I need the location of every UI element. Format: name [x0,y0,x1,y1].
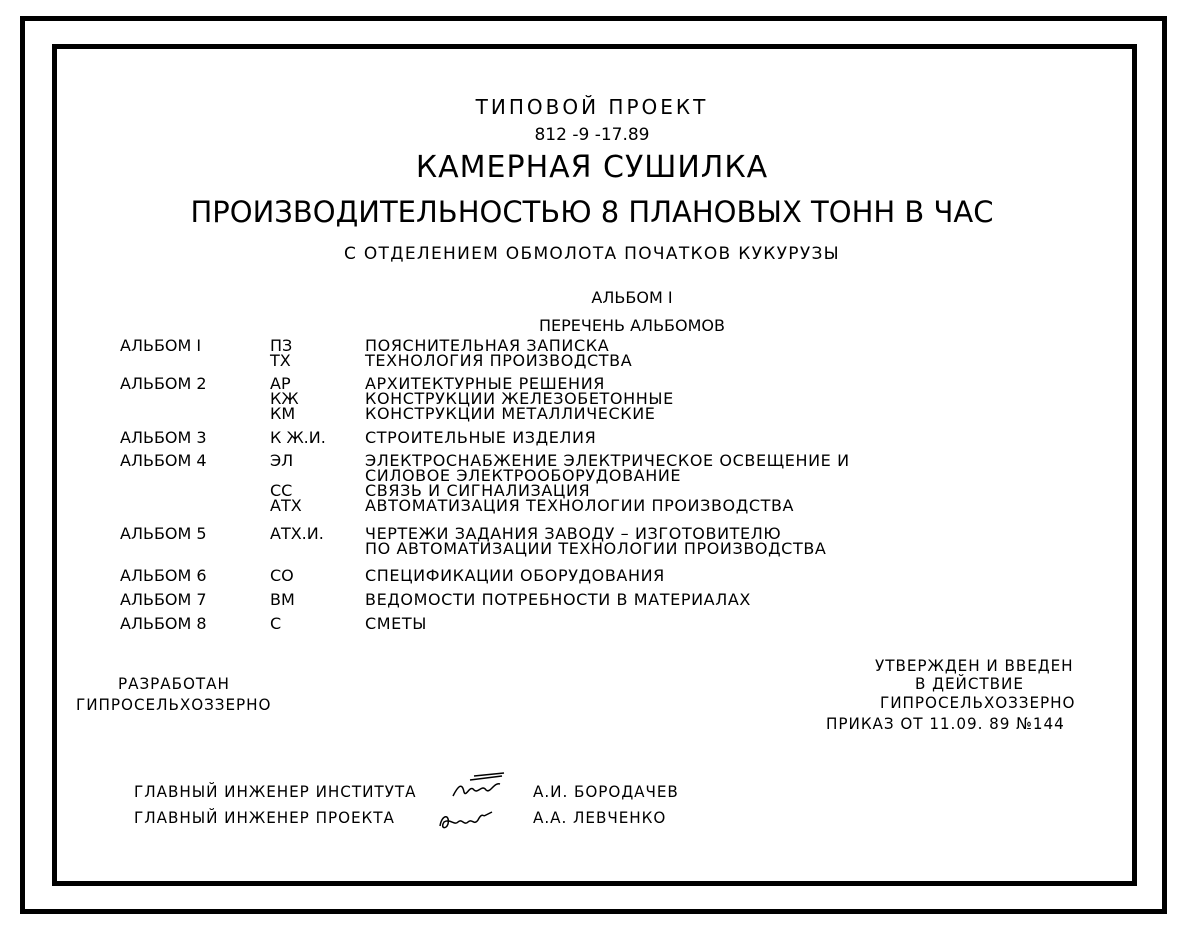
approved-line-2: В ДЕЙСТВИЕ [915,674,1024,693]
album-row-desc: СИЛОВОЕ ЭЛЕКТРООБОРУДОВАНИЕ [365,466,682,485]
album-row-album: АЛЬБОМ I [120,336,202,355]
album-row-desc: ПО АВТОМАТИЗАЦИИ ТЕХНОЛОГИИ ПРОИЗВОДСТВА [365,539,827,558]
album-row-album: АЛЬБОМ 5 [120,524,207,543]
album-row-album: АЛЬБОМ 4 [120,451,207,470]
signature-name-1: А.И. БОРОДАЧЕВ [533,782,679,801]
album-row-code: С [270,614,282,633]
title-line-2: ПРОИЗВОДИТЕЛЬНОСТЬЮ 8 ПЛАНОВЫХ ТОНН В ЧАС [190,195,994,229]
album-row-code: КЖ [270,389,299,408]
album-row-album: АЛЬБОМ 2 [120,374,207,393]
developed-org: ГИПРОСЕЛЬХОЗЗЕРНО [76,695,272,714]
album-row-code: ЭЛ [270,451,294,470]
album-row-code: К Ж.И. [270,428,326,447]
album-row-code: СО [270,566,294,585]
developed-label: РАЗРАБОТАН [118,674,230,693]
album-row-album: АЛЬБОМ 7 [120,590,207,609]
album-row-desc: ЭЛЕКТРОСНАБЖЕНИЕ ЭЛЕКТРИЧЕСКОЕ ОСВЕЩЕНИЕ И [365,451,850,470]
album-row-desc: СВЯЗЬ И СИГНАЛИЗАЦИЯ [365,481,591,500]
approved-order: ПРИКАЗ ОТ 11.09. 89 №144 [826,714,1065,733]
signature-name-2: А.А. ЛЕВЧЕНКО [533,808,667,827]
signature-role-2: ГЛАВНЫЙ ИНЖЕНЕР ПРОЕКТА [134,808,395,827]
album-row-code: ВМ [270,590,295,609]
album-row-code: АР [270,374,291,393]
project-type: ТИПОВОЙ ПРОЕКТ [475,95,709,119]
album-row-desc: СПЕЦИФИКАЦИИ ОБОРУДОВАНИЯ [365,566,665,585]
album-row-desc: АВТОМАТИЗАЦИЯ ТЕХНОЛОГИИ ПРОИЗВОДСТВА [365,496,795,515]
album-row-album: АЛЬБОМ 6 [120,566,207,585]
album-label: АЛЬБОМ I [591,288,673,307]
album-row-album: АЛЬБОМ 3 [120,428,207,447]
album-row-desc: ПОЯСНИТЕЛЬНАЯ ЗАПИСКА [365,336,610,355]
title-line-1: КАМЕРНАЯ СУШИЛКА [415,150,769,185]
album-row-code: КМ [270,404,296,423]
album-row-code: ТХ [270,351,291,370]
album-row-desc: СТРОИТЕЛЬНЫЕ ИЗДЕЛИЯ [365,428,597,447]
subtitle: С ОТДЕЛЕНИЕМ ОБМОЛОТА ПОЧАТКОВ КУКУРУЗЫ [344,244,840,264]
album-row-code: АТХ [270,496,302,515]
album-row-desc: АРХИТЕКТУРНЫЕ РЕШЕНИЯ [365,374,605,393]
album-row-desc: ЧЕРТЕЖИ ЗАДАНИЯ ЗАВОДУ – ИЗГОТОВИТЕЛЮ [365,524,782,543]
album-row-code: СС [270,481,293,500]
album-row-album: АЛЬБОМ 8 [120,614,207,633]
album-row-code: АТХ.И. [270,524,324,543]
album-row-desc: ВЕДОМОСТИ ПОТРЕБНОСТИ В МАТЕРИАЛАХ [365,590,751,609]
album-row-desc: ТЕХНОЛОГИЯ ПРОИЗВОДСТВА [365,351,633,370]
approved-line-1: УТВЕРЖДЕН И ВВЕДЕН [875,656,1074,675]
album-row-desc: КОНСТРУКЦИИ МЕТАЛЛИЧЕСКИЕ [365,404,656,423]
album-row-desc: СМЕТЫ [365,614,427,633]
album-list-title: ПЕРЕЧЕНЬ АЛЬБОМОВ [539,316,725,335]
project-number: 812 -9 -17.89 [534,125,650,145]
signature-role-1: ГЛАВНЫЙ ИНЖЕНЕР ИНСТИТУТА [134,782,417,801]
handwritten-signature-2 [436,806,496,834]
approved-org: ГИПРОСЕЛЬХОЗЗЕРНО [880,693,1076,712]
album-row-desc: КОНСТРУКЦИИ ЖЕЛЕЗОБЕТОННЫЕ [365,389,674,408]
album-row-code: ПЗ [270,336,293,355]
handwritten-signature-1 [450,772,510,802]
